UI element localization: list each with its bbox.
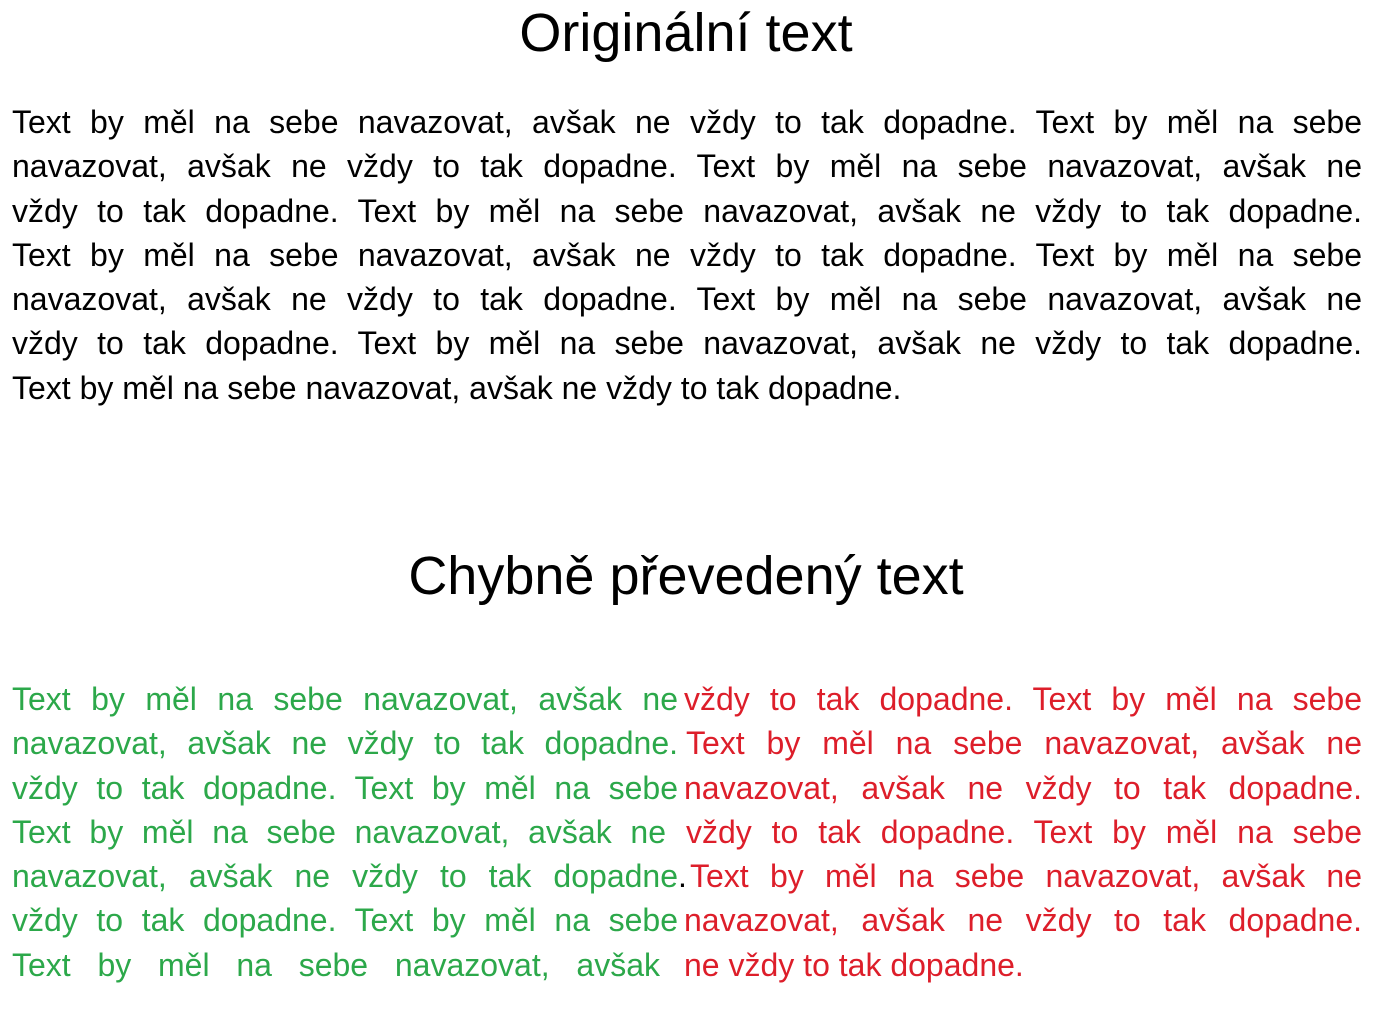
- wrong-text-row: [12, 810, 1362, 854]
- wrong-segment: vždy to tak dopadne. Text by měl na sebe: [684, 681, 1362, 717]
- original-text-line: vždy to tak dopadne. Text by měl na sebe navazovat, avšak ne vždy to tak dopadne.: [12, 192, 1362, 229]
- wrong-text-row: [12, 898, 1362, 942]
- misplaced-period: .: [678, 858, 687, 895]
- wrong-text-row: [12, 854, 1362, 898]
- correct-segment: vždy to tak dopadne. Text by měl na sebe: [12, 902, 678, 939]
- original-text-paragraph: [12, 100, 1362, 410]
- original-text-line: vždy to tak dopadne. Text by měl na sebe navazovat, avšak ne vždy to tak dopadne.: [12, 325, 1362, 362]
- wrong-text-paragraph: [12, 677, 1362, 987]
- correct-segment: vždy to tak dopadne. Text by měl na sebe: [12, 769, 678, 806]
- original-text-line: Text by měl na sebe navazovat, avšak ne vždy to tak dopadne. Text by měl na sebe: [12, 236, 1362, 273]
- wrong-segment: vždy to tak dopadne. Text by měl na sebe: [686, 813, 1362, 850]
- original-text-line: Text by měl na sebe navazovat, avšak ne vždy to tak dopadne. Text by měl na sebe: [12, 104, 1362, 140]
- correct-segment: Text by měl na sebe navazovat, avšak ne: [12, 681, 678, 717]
- original-text-heading: Originální text: [519, 3, 853, 63]
- wrong-text-row: [12, 677, 1362, 721]
- wrong-segment: Text by měl na sebe navazovat, avšak ne: [686, 725, 1362, 762]
- wrong-segment: navazovat, avšak ne vždy to tak dopadne.: [684, 769, 1362, 806]
- wrong-text-heading: Chybně převedený text: [408, 546, 964, 606]
- wrong-text-row: [12, 766, 1362, 810]
- original-text-line: navazovat, avšak ne vždy to tak dopadne. Text by měl na sebe navazovat, avšak ne: [12, 148, 1362, 185]
- correct-segment: navazovat, avšak ne vždy to tak dopadne: [12, 858, 678, 895]
- correct-segment: Text by měl na sebe navazovat, avšak ne: [12, 813, 666, 850]
- wrong-segment: ne vždy to tak dopadne.: [684, 946, 1024, 983]
- wrong-segment: navazovat, avšak ne vždy to tak dopadne.: [684, 902, 1362, 939]
- original-text-line: navazovat, avšak ne vždy to tak dopadne. Text by měl na sebe navazovat, avšak ne: [12, 281, 1362, 318]
- wrong-text-row: [12, 943, 1362, 987]
- correct-segment: navazovat, avšak ne vždy to tak dopadne.: [12, 725, 678, 762]
- wrong-text-row: [12, 721, 1362, 765]
- correct-segment: Text by měl na sebe navazovat, avšak: [12, 946, 660, 983]
- wrong-segment: Text by měl na sebe navazovat, avšak ne: [690, 858, 1362, 895]
- original-text-line: Text by měl na sebe navazovat, avšak ne vždy to tak dopadne.: [12, 369, 902, 406]
